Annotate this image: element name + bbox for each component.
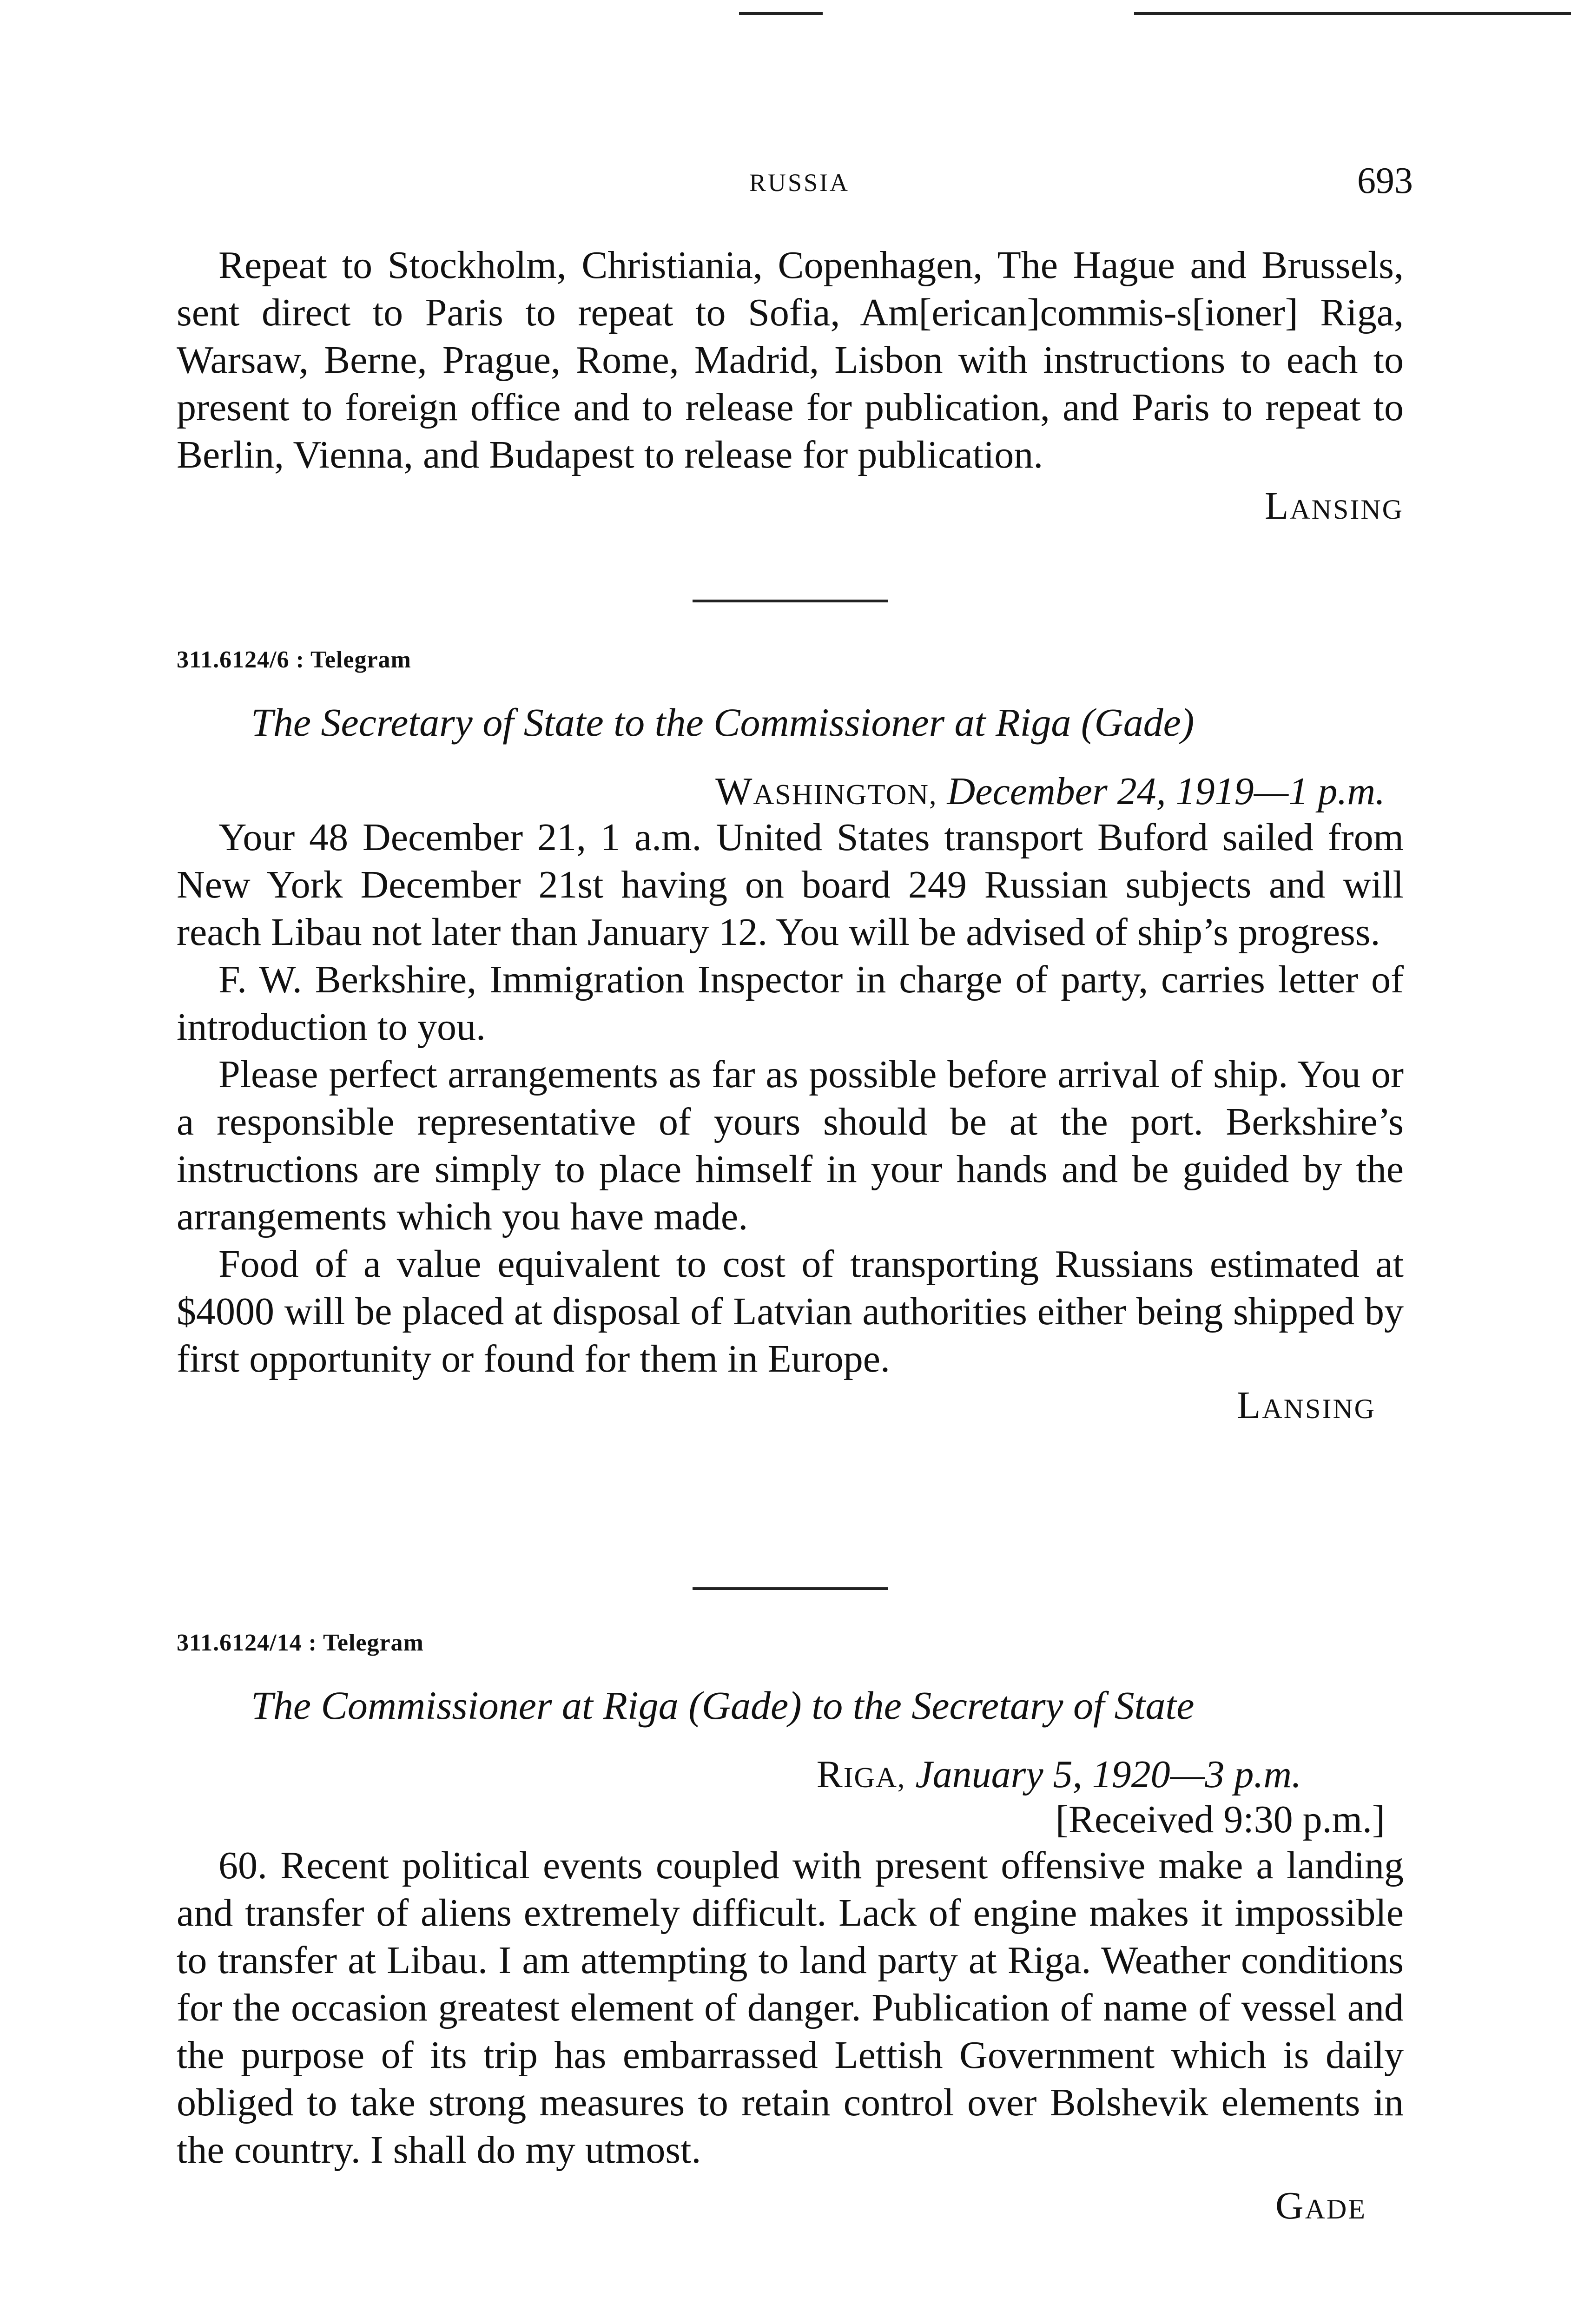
doc3-signature: GADE bbox=[1275, 2184, 1366, 2227]
doc2-paragraph-1: Your 48 December 21, 1 a.m. United States transport Buford sailed from New York December 21st having on board 249 Russian subjects and will reach Libau not later than January 12. You will be advised of ship’s progress. bbox=[177, 816, 1404, 954]
doc3-received: [Received 9:30 p.m.] bbox=[1055, 1798, 1385, 1841]
doc2-heading: The Secretary of State to the Commissioner at Riga (Gade) bbox=[251, 700, 1195, 745]
separator-2 bbox=[177, 1587, 1404, 1590]
doc1-paragraph: Repeat to Stockholm, Christiania, Copenhagen, The Hague and Brussels, sent direct to Paris to repeat to Sofia, Am[erican]commis-s[ioner] Riga, Warsaw, Berne, Prague, Rome, Madrid, Lisbon with instructions to each to present to foreign office and to release for publication, and Paris to repeat to Berlin, Vienna, and Budapest to release for publication. bbox=[177, 244, 1404, 476]
doc2-file-number: 311.6124/6 : Telegram bbox=[177, 647, 411, 673]
doc2-paragraph-2: F. W. Berkshire, Immigration Inspector in charge of party, carries letter of introduction to you. bbox=[177, 958, 1404, 1049]
doc2-dateline: WASHINGTON, December 24, 1919—1 p.m. bbox=[715, 770, 1385, 813]
page-number: 693 bbox=[1357, 160, 1413, 201]
section-divider bbox=[693, 600, 888, 602]
scan-edge-rule bbox=[739, 12, 823, 15]
doc2-signature: LANSING bbox=[1237, 1384, 1376, 1427]
doc3 bbox=[177, 1629, 1404, 2228]
separator-1 bbox=[177, 600, 1404, 602]
section-divider bbox=[693, 1587, 888, 1590]
scan-edge-rule bbox=[1134, 12, 1571, 15]
doc2 bbox=[177, 646, 1404, 1428]
doc3-heading: The Commissioner at Riga (Gade) to the Secretary of State bbox=[251, 1683, 1195, 1728]
doc3-file-number: 311.6124/14 : Telegram bbox=[177, 1630, 424, 1656]
running-head bbox=[186, 160, 1413, 218]
doc3-paragraph: 60. Recent political events coupled with present offensive make a landing and transfer of aliens extremely difficult. Lack of engine makes it impossible to transfer at Libau. I am attempting to land party at Riga. Weather conditions for the occasion greatest element of danger. Publication of name of vessel and the purpose of its trip has embarrassed Lettish Government which is daily obliged to take strong measures to retain control over Bolshevik elements in the country. I shall do my utmost. bbox=[177, 1844, 1404, 2172]
doc2-paragraph-3: Please perfect arrangements as far as possible before arrival of ship. You or a responsible representative of yours should be at the port. Berkshire’s instructions are simply to place himself in your hands and be guided by the arrangements which you have made. bbox=[177, 1053, 1404, 1238]
doc3-dateline: RIGA, January 5, 1920—3 p.m. bbox=[816, 1753, 1301, 1796]
doc2-paragraph-4: Food of a value equivalent to cost of transporting Russians estimated at $4000 will be placed at disposal of Latvian authorities either being shipped by first opportunity or found for them in Europe. bbox=[177, 1242, 1404, 1380]
section-title: RUSSIA bbox=[749, 169, 850, 197]
doc1-signature: LANSING bbox=[1265, 484, 1404, 528]
doc1-body bbox=[177, 242, 1404, 528]
